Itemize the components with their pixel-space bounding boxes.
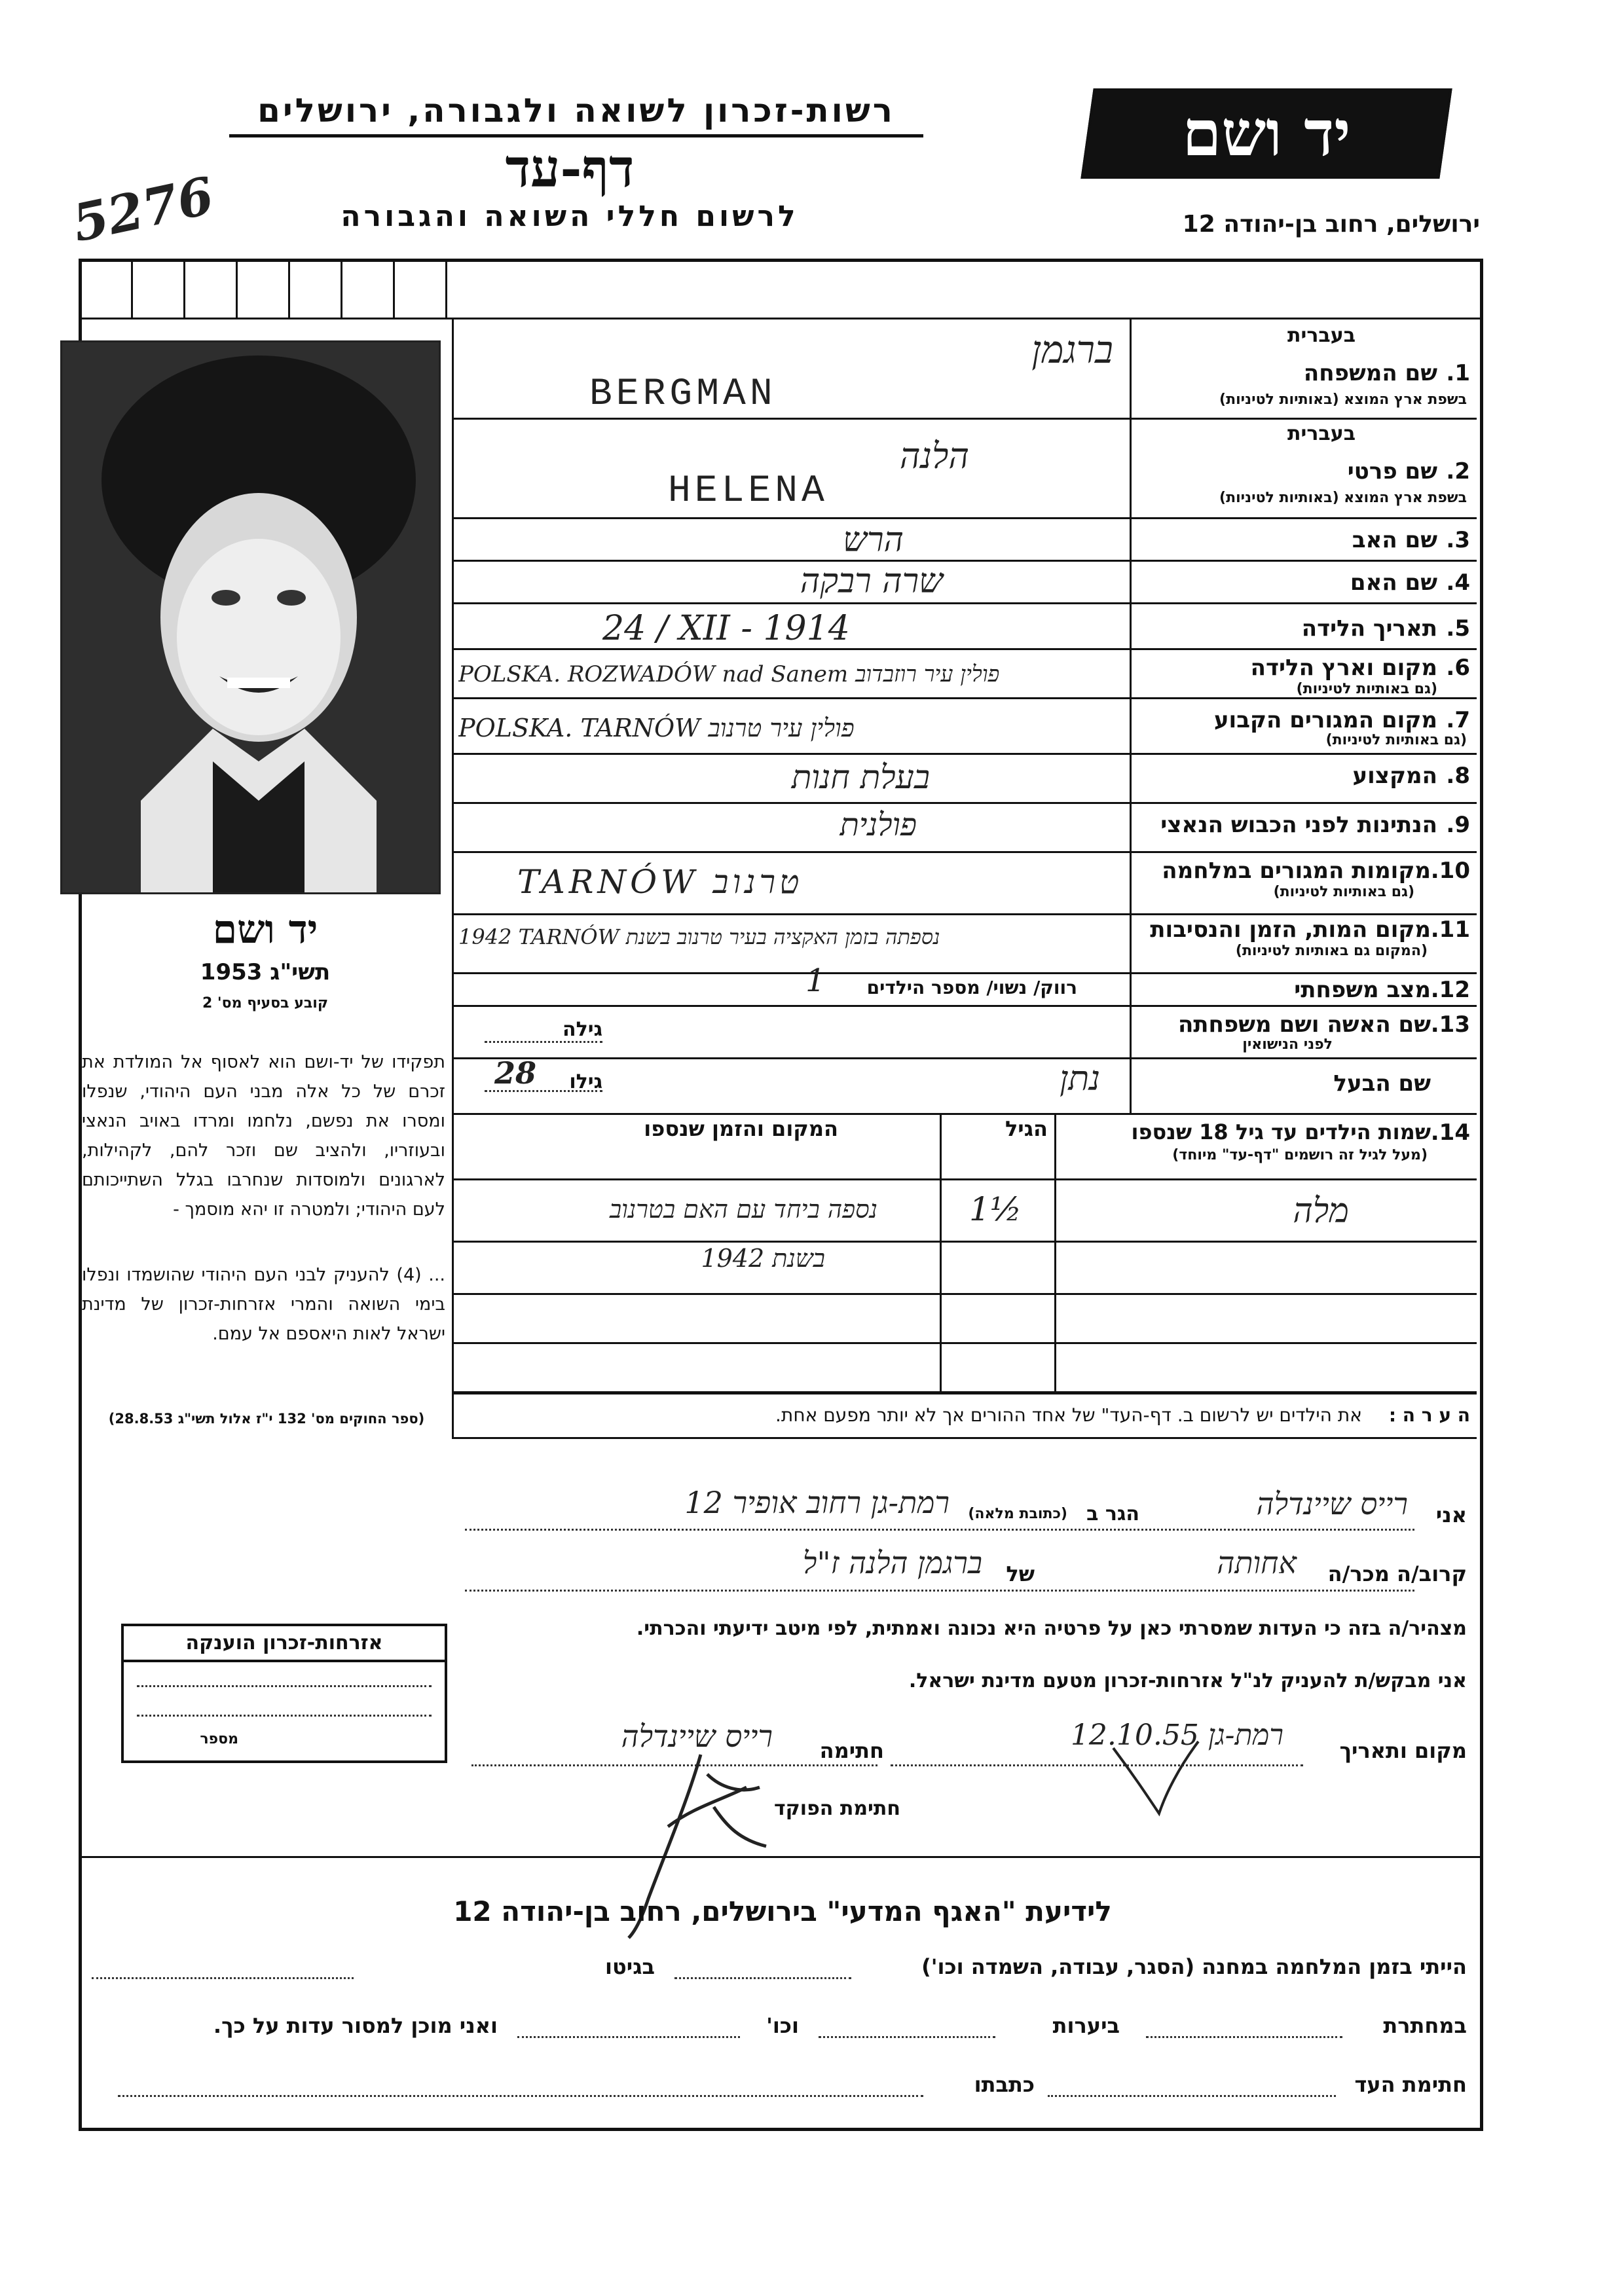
field-3-label: שם האב xyxy=(1352,527,1437,553)
citizenship-number-label: מספר xyxy=(200,1731,238,1747)
page-title: דף-עד xyxy=(505,137,635,199)
logo-text: יד ושם xyxy=(1182,96,1351,170)
field-7-sub: (גם באותיות לטיניות) xyxy=(1325,732,1467,748)
field-5-number: 5. xyxy=(1446,615,1470,642)
place-date-value: רמת-גן 12.10.55 xyxy=(1070,1719,1283,1752)
field-1-sub: בשפת ארץ המוצא (באותיות לטיניות) xyxy=(1219,392,1467,408)
citizenship-box-title: אזרחות-זכרון הוענקה xyxy=(124,1626,445,1662)
field-9-label: הנתינות לפני הכבוש הנאצי xyxy=(1160,812,1437,838)
field-6-value: POLSKA. ROZWADÓW nad Sanem פולין עיר רוזבדוב xyxy=(458,661,1000,687)
footer-line2b: ביערות xyxy=(1052,2013,1120,2038)
field-12-options: רווק/ נשוי/ מספר הילדים xyxy=(866,977,1077,998)
declarant-address-label: (כתובת מלאה) xyxy=(968,1506,1067,1522)
yad-vashem-logo xyxy=(1080,88,1452,179)
footer-title: לידיעת "האגף המדעי" בירושלים, רחוב בן-יהודה 12 xyxy=(453,1895,1112,1927)
child-1-name: מלה xyxy=(1293,1192,1349,1231)
field-12-label: מצב משפחתי xyxy=(1294,977,1431,1003)
signature-label: חתימה xyxy=(819,1738,884,1763)
portrait-photo xyxy=(60,340,441,894)
field-11-value: 1942 TARNÓW נספתה בזמן האקציה בעיר טרנוב בשנת xyxy=(458,924,940,949)
field-4-label: שם האם xyxy=(1350,570,1437,596)
field-2-label: שם פרטי xyxy=(1347,458,1437,484)
children-col-divider-1 xyxy=(1054,1113,1056,1391)
field-4-value: שרה רבקה xyxy=(800,562,943,601)
children-header-names-sub: (מעל לגיל זה רושמים "דף-עד" מיוחד) xyxy=(1172,1147,1428,1163)
field-10-value: TARNÓW טרנוב xyxy=(517,863,803,901)
field-13-sub: לפני הנישואין xyxy=(1242,1036,1333,1053)
children-header-place: המקום והזמן שנספו xyxy=(644,1116,838,1141)
field-6-number: 6. xyxy=(1446,655,1470,681)
sidebar-mission-text-2: ... (4) להעניק לבני העם היהודי שהושמדו ונפלו בימי השואה והמרי אזרחות-זכרון של מדינת ישראל לאות היאספם אל עמם. xyxy=(82,1265,445,1344)
declarant-ani-label: אני xyxy=(1435,1503,1467,1527)
field-3-number: 3. xyxy=(1446,527,1470,553)
field-1-label: שם המשפחה xyxy=(1303,360,1437,386)
officer-signature-label: חתימת הפוקד xyxy=(774,1797,900,1820)
wife-age-label: גילה xyxy=(563,1018,602,1041)
footer-line2d: ואני מוכן למסור עדות על כך. xyxy=(213,2013,498,2038)
header-address: ירושלים, רחוב בן-יהודה 12 xyxy=(1182,211,1480,238)
children-header-age: הגיל xyxy=(1005,1116,1048,1141)
field-9-value: פולנית xyxy=(840,807,917,843)
field-11-label: מקום המות, הזמן והנסיבות xyxy=(1150,917,1431,943)
field-7-number: 7. xyxy=(1446,707,1470,733)
husband-label: שם הבעל xyxy=(1333,1070,1431,1097)
declaration-line-2: אני מבקש/ת להעניק לנ"ל אזרחות-זכרון מטעם מדינת ישראל. xyxy=(908,1669,1467,1692)
declarant-resident-label: הגר ב xyxy=(1086,1503,1139,1525)
field-7-label: מקום המגורים הקבוע xyxy=(1213,707,1437,733)
field-6-label: מקום וארץ הלידה xyxy=(1250,655,1437,681)
field-10-number: 10. xyxy=(1430,858,1470,884)
note-label: ה ע ר ה : xyxy=(1388,1404,1470,1426)
field-11-number: 11. xyxy=(1430,917,1470,943)
husband-age-value: 28 xyxy=(494,1055,537,1091)
field-1-lang-tag: בעברית xyxy=(1287,324,1356,347)
child-1-age: 1½ xyxy=(969,1190,1022,1228)
place-date-label: מקום ותאריך xyxy=(1339,1738,1467,1763)
field-13-label: שם האשה ושם משפחתה xyxy=(1177,1011,1431,1038)
relation-of-value: ברגמן הלנה ז"ל xyxy=(802,1545,982,1580)
page-subtitle: לרשום חללי השואה והגבורה xyxy=(341,200,799,233)
field-12-children: 1 xyxy=(805,962,826,999)
footer-line2a: במחתרת xyxy=(1383,2013,1467,2038)
children-header-line xyxy=(452,1178,1477,1180)
declarant-address: רמת-גן רחוב אופיר 12 xyxy=(684,1485,950,1520)
label-column-divider xyxy=(1130,318,1132,1113)
footer-line1b: בגיטו xyxy=(605,1954,655,1979)
institution-name: רשות-זכרון לשואה ולגבורה, ירושלים xyxy=(257,92,895,130)
child-2-place: בשנת 1942 xyxy=(701,1244,825,1273)
relation-of-label: של xyxy=(1006,1561,1035,1586)
field-2-value-hebrew: הלנה xyxy=(899,435,969,477)
field-1-value-hebrew: ברגמן xyxy=(1031,327,1113,372)
sidebar-logo: יד ושם xyxy=(212,907,318,953)
husband-value: נתן xyxy=(1060,1059,1100,1099)
husband-age-label: גילו xyxy=(569,1070,602,1093)
field-8-number: 8. xyxy=(1446,763,1470,789)
relation-value: אחותה xyxy=(1217,1545,1297,1580)
field-2-sub: בשפת ארץ המוצא (באותיות לטיניות) xyxy=(1219,490,1467,506)
field-1-value-latin: BERGMAN xyxy=(589,373,777,416)
children-header-num: 14. xyxy=(1430,1120,1470,1146)
field-5-label: תאריך הלידה xyxy=(1301,615,1437,642)
husband-age-dots xyxy=(485,1090,602,1092)
field-6-sub: (גם באותיות לטיניות) xyxy=(1296,681,1437,697)
top-strip-boxes xyxy=(79,259,445,318)
field-11-sub: (המקום גם באותיות לטיניות) xyxy=(1235,943,1428,959)
sidebar-law-ref: (ספר החוקים מס' 132 י"ז אלול תשי"ג 28.8.53) xyxy=(108,1411,425,1427)
declaration-line-1: מצהיר/ה בזה כי העדות שמסרתי כאן על פרטיה היא נכונה ואמתית, לפי מיטב ידיעתי והכרתי. xyxy=(636,1617,1467,1640)
field-13-number: 13. xyxy=(1430,1011,1470,1038)
citizenship-box xyxy=(121,1624,447,1763)
value-column-left xyxy=(452,318,454,1391)
children-header-names: שמות הילדים עד גיל 18 שנספו xyxy=(1131,1120,1431,1144)
sidebar-law-clause: קובע בסעיף מס' 2 xyxy=(202,995,329,1011)
field-10-sub: (גם באותיות לטיניות) xyxy=(1273,884,1414,900)
footer-line1a: הייתי בזמן המלחמה במחנה (הסגר, עבודה, השמדה וכו') xyxy=(921,1954,1467,1979)
field-2-value-latin: HELENA xyxy=(668,470,828,513)
field-8-label: המקצוע xyxy=(1352,763,1437,789)
field-5-value: 24 / XII - 1914 xyxy=(602,609,850,648)
note-text: את הילדים יש לרשום ב. דף-העד" של אחד ההורים אך לא יותר מפעם אחת. xyxy=(775,1404,1362,1426)
footer-line3a: חתימת העד xyxy=(1354,2072,1467,2097)
file-number: 5276 xyxy=(67,166,219,254)
field-2-lang-tag: בעברית xyxy=(1287,422,1356,445)
sidebar-mission-text: תפקידו של יד-ושם הוא לאסוף אל המולדת את זכרם של כל אלה מבני העם היהודי, שנפלו ומסרו את נפשם, נלחמו ומרדו באויב הנאצי ובעוזריו, ולהציב שם וזכר להם, לקהילות, לארגונים ולמוסדות שנחרבו בגלל השתייכותם לעם היהודי; ולמטרה זו יהא מוסמך - xyxy=(82,1052,445,1220)
children-col-divider-2 xyxy=(940,1113,942,1391)
child-1-place: נספה ביחד עם האם בטרנוב xyxy=(609,1195,877,1224)
field-12-number: 12. xyxy=(1430,977,1470,1003)
field-1-number: 1. xyxy=(1446,360,1470,386)
wife-age-dots xyxy=(485,1041,602,1043)
sidebar-year: תשי"ג 1953 xyxy=(200,959,331,985)
frame-top-line2 xyxy=(79,318,1480,319)
declarant-name: רייס שיינדלה xyxy=(1256,1486,1408,1522)
field-2-number: 2. xyxy=(1446,458,1470,484)
field-4-number: 4. xyxy=(1446,570,1470,596)
place-date-scribble xyxy=(1107,1735,1205,1820)
field-3-value: הרש xyxy=(843,520,904,560)
footer-line3b: כתבתו xyxy=(974,2072,1035,2097)
field-10-label: מקומות המגורים במלחמה xyxy=(1162,858,1431,884)
signature-value: רייס שיינדלה xyxy=(621,1719,773,1754)
field-9-number: 9. xyxy=(1446,812,1470,838)
relation-label: קרוב/ה מכר/ה xyxy=(1327,1561,1467,1586)
field-8-value: בעלת חנות xyxy=(791,758,930,796)
field-7-value: POLSKA. TARNÓW פולין עיר טרנוב xyxy=(458,714,855,742)
footer-line2c: וכו' xyxy=(766,2013,799,2038)
